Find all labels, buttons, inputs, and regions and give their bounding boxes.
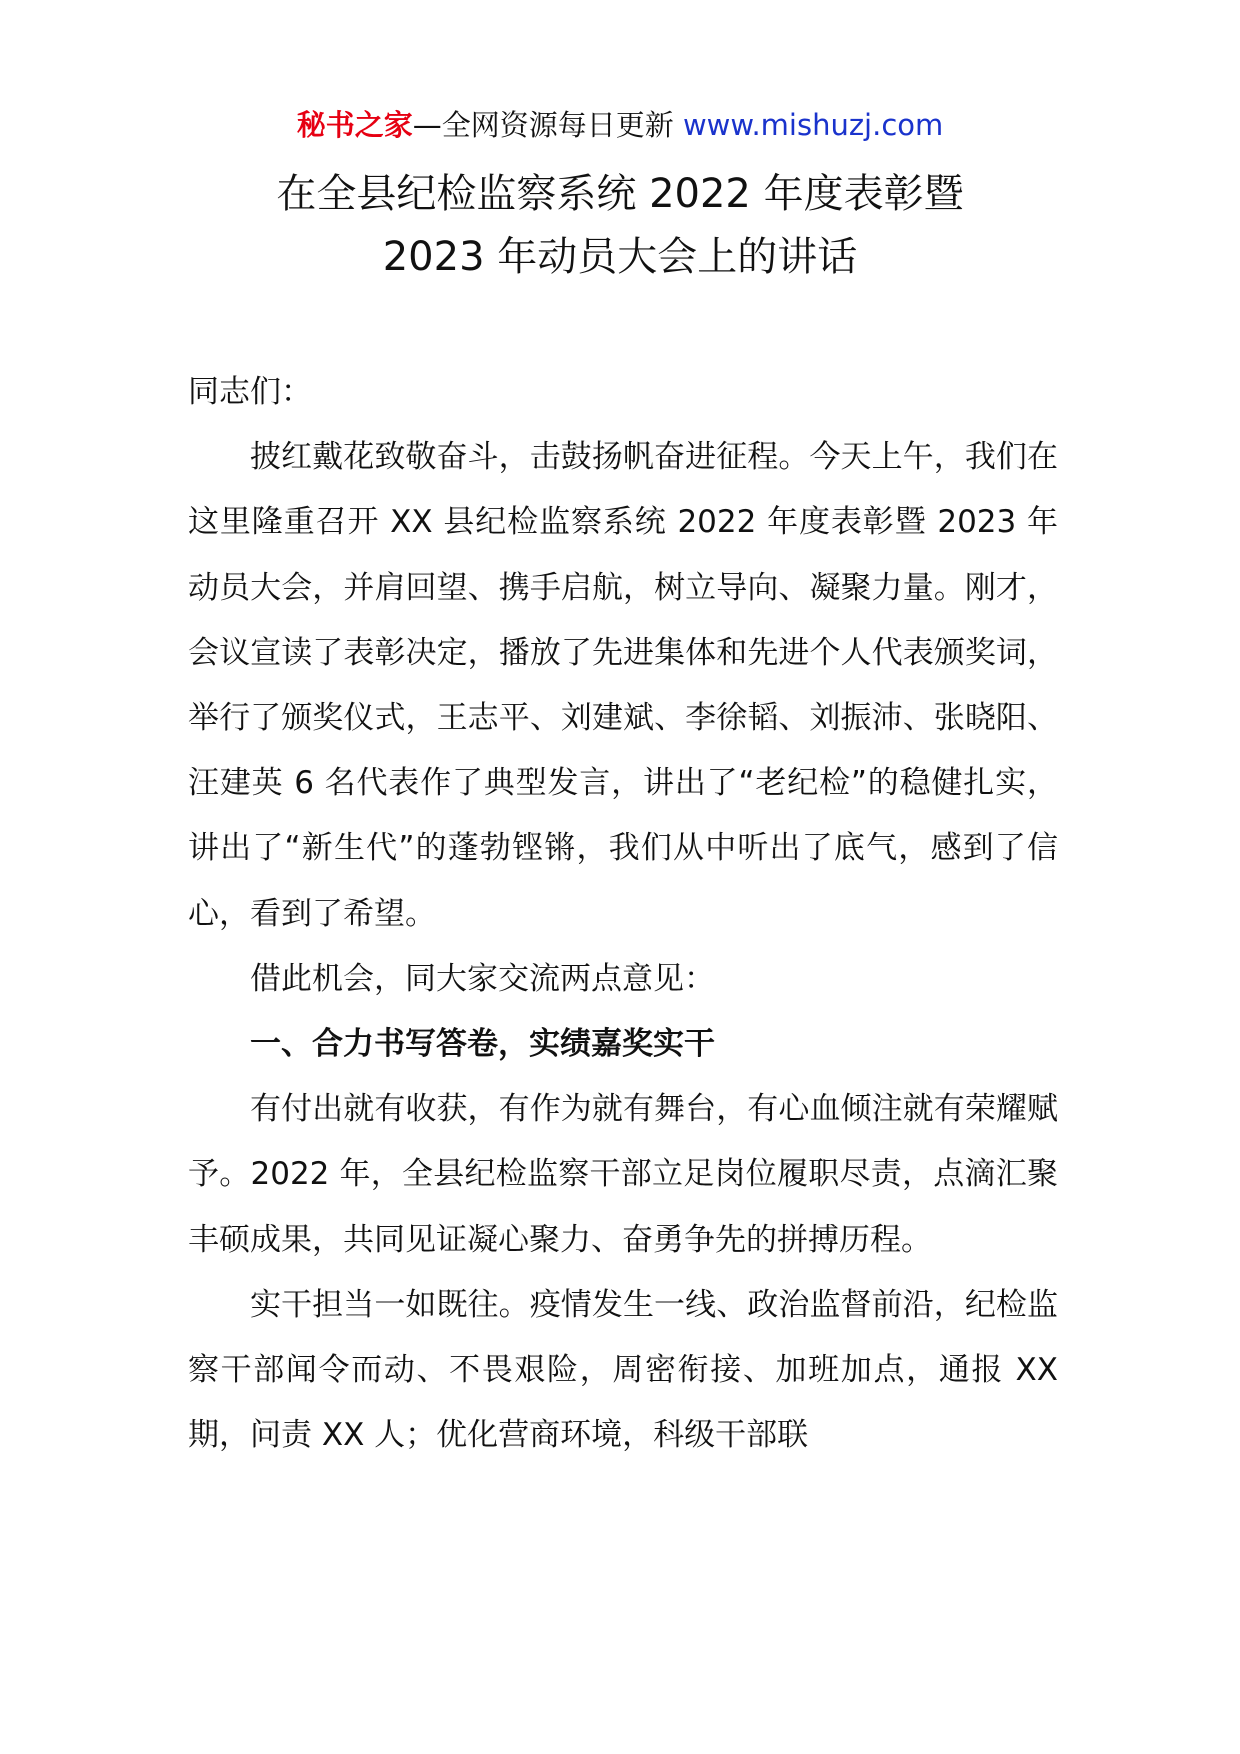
- salutation: 同志们：: [188, 374, 312, 410]
- document-body: [188, 360, 1058, 1468]
- header-tagline: —全网资源每日更新: [412, 108, 674, 142]
- title-line-1: 在全县纪检监察系统 2022 年度表彰暨: [276, 171, 964, 217]
- brand-name: 秘书之家: [296, 108, 413, 142]
- section-paragraph: 实干担当一如既往。疫情发生一线、政治监督前沿，纪检监察干部闻令而动、不畏艰险，周密衔接、加班加点，通报 XX 期，问责 XX 人；优化营商环境，科级干部联: [188, 1286, 1058, 1454]
- site-url[interactable]: www.mishuzj.com: [682, 108, 944, 142]
- section-heading-1: 一、合力书写答卷，实绩嘉奖实干: [250, 1026, 715, 1063]
- document-title: [0, 163, 1240, 289]
- paragraph-intro-points: 借此机会，同大家交流两点意见：: [250, 960, 715, 997]
- site-header: [0, 100, 1240, 150]
- title-line-2: 2023 年动员大会上的讲话: [382, 234, 858, 280]
- section-paragraph: 有付出就有收获，有作为就有舞台，有心血倾注就有荣耀赋予。2022 年，全县纪检监察干部立足岗位履职尽责，点滴汇聚丰硕成果，共同见证凝心聚力、奋勇争先的拼搏历程。: [188, 1091, 1058, 1258]
- paragraph-opening: 披红戴花致敬奋斗，击鼓扬帆奋进征程。今天上午，我们在这里隆重召开 XX 县纪检监察系统 2022 年度表彰暨 2023 年动员大会，并肩回望、携手启航，树立导向、凝聚力量。刚才，会议宣读了表彰决定，播放了先进集体和先进个人代表颁奖词，举行了颁奖仪式，王志平、刘建斌、李徐韬、刘振沛、张晓阳、汪建英 6 名代表作了典型发言，讲出了“老纪检”的稳健扎实，讲出了“新生代”的蓬勃铿锵，我们从中听出了底气，感到了信心，看到了希望。: [188, 439, 1058, 932]
